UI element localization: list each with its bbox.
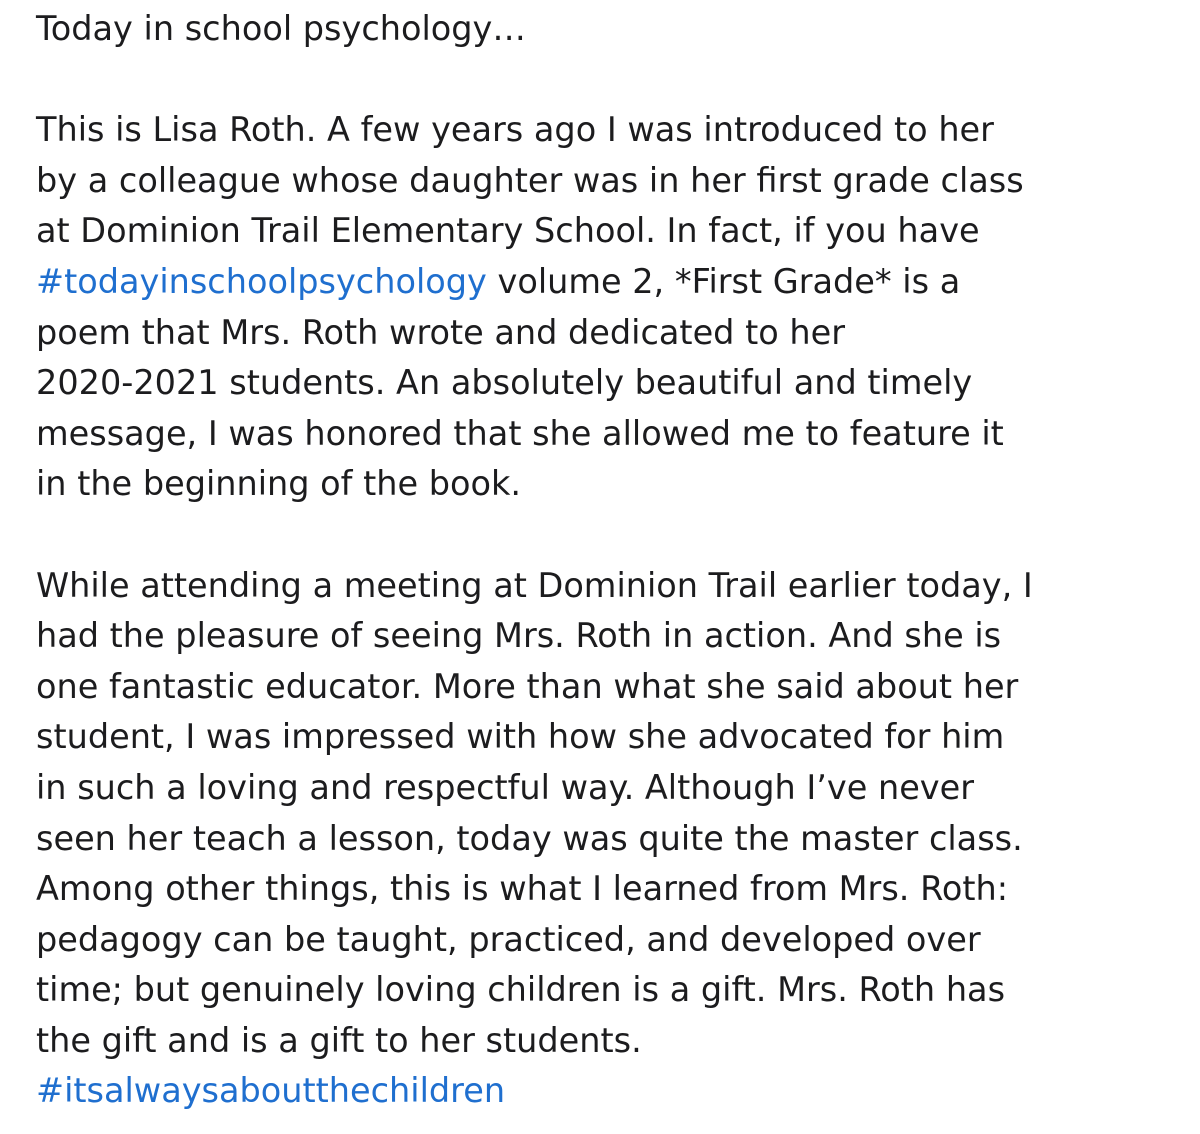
hashtag-line: [36, 1066, 1186, 1117]
paragraph2-line: had the pleasure of seeing Mrs. Roth in action. And she is: [36, 616, 1002, 656]
paragraph1-line: message, I was honored that she allowed me to feature it: [36, 413, 1004, 453]
paragraph1-line: 2020-2021 students. An absolutely beautiful and timely: [36, 363, 973, 403]
paragraph1-line: at Dominion Trail Elementary School. In fact, if you have: [36, 211, 980, 251]
paragraph2-line: one fantastic educator. More than what she said about her: [36, 666, 1019, 706]
paragraph1-line: This is Lisa Roth. A few years ago I was introduced to her: [36, 110, 994, 150]
paragraph-spacer: [36, 55, 1186, 106]
paragraph2-line: pedagogy can be taught, practiced, and developed over: [36, 919, 981, 959]
paragraph2-line: seen her teach a lesson, today was quite the master class.: [36, 818, 1023, 858]
paragraph1-line-with-hashtag: [36, 257, 1186, 308]
hashtag-link-todayinschoolpsychology[interactable]: #todayinschoolpsychology: [36, 261, 487, 301]
hashtag-link-itsalwaysaboutthechildren[interactable]: #itsalwaysaboutthechildren: [36, 1071, 506, 1111]
paragraph1-line-text: volume 2, *First Grade* is a: [486, 261, 961, 301]
paragraph2-line: time; but genuinely loving children is a gift. Mrs. Roth has: [36, 970, 1006, 1010]
post-intro-line: Today in school psychology…: [36, 9, 526, 48]
paragraph2-line: Among other things, this is what I learned from Mrs. Roth:: [36, 869, 1009, 909]
paragraph2-line: the gift and is a gift to her students.: [36, 1020, 642, 1060]
paragraph1-line: by a colleague whose daughter was in her first grade class: [36, 160, 1024, 200]
post-body: [36, 4, 1186, 1117]
paragraph2-line: in such a loving and respectful way. Although I’ve never: [36, 767, 975, 807]
paragraph1-line: poem that Mrs. Roth wrote and dedicated to her: [36, 312, 845, 352]
paragraph2-line: student, I was impressed with how she advocated for him: [36, 717, 1005, 757]
paragraph1-line: in the beginning of the book.: [36, 464, 522, 504]
paragraph2-line: While attending a meeting at Dominion Trail earlier today, I: [36, 565, 1033, 605]
paragraph-spacer: [36, 510, 1186, 561]
